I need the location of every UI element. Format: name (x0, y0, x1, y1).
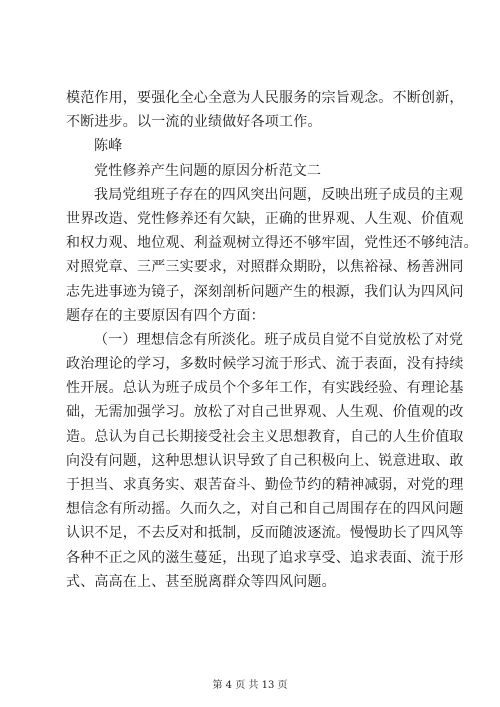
text-line: 认识不足，不去反对和抵制，反而随波逐流。慢慢助长了四风等 (66, 525, 464, 542)
text-line: 于担当、求真务实、艰苦奋斗、勤俭节约的精神减弱，对党的理 (66, 477, 464, 493)
text-line: 政治理论的学习，多数时候学习流于形式、流于表面，没有持续 (66, 356, 464, 373)
text-line: 陈峰 (94, 138, 123, 155)
text-line: 党性修养产生问题的原因分析范文二 (94, 162, 322, 179)
page-footer: 第 4 页 共 13 页 (212, 680, 288, 691)
text-line: 各种不正之风的滋生蔓延，出现了追求享受、追求表面、流于形 (66, 549, 464, 566)
text-line: 志先进事迹为镜子，深刻剖析问题产生的根源，我们认为四风问 (66, 283, 464, 300)
text-line: 对照党章、三严三实要求，对照群众期盼，以焦裕禄、杨善洲同 (66, 259, 464, 276)
text-line: 模范作用，要强化全心全意为人民服务的宗旨观念。不断创新， (66, 90, 464, 106)
text-line: （一）理想信念有所淡化。班子成员自觉不自觉放松了对党 (94, 331, 464, 348)
text-line: 性开展。总认为班子成员个个多年工作，有实践经验、有理论基 (66, 380, 464, 397)
text-line: 向没有问题，这种思想认识导致了自己积极向上、锐意进取、敢 (66, 452, 464, 469)
text-line: 造。总认为自己长期接受社会主义思想教育，自己的人生价值取 (66, 428, 464, 445)
text-line: 础，无需加强学习。放松了对自己世界观、人生观、价值观的改 (66, 404, 464, 421)
text-line: 我局党组班子存在的四风突出问题，反映出班子成员的主观 (94, 186, 464, 203)
text-line: 式、高高在上、甚至脱离群众等四风问题。 (66, 573, 336, 590)
text-line: 想信念有所动摇。久而久之，对自己和自己周围存在的四风问题 (66, 501, 464, 518)
text-line: 世界改造、党性修养还有欠缺，正确的世界观、人生观、价值观 (66, 210, 464, 227)
text-line: 不断进步。以一流的业绩做好各项工作。 (66, 114, 322, 131)
text-line: 和权力观、地位观、利益观树立得还不够牢固，党性还不够纯洁。 (66, 235, 478, 252)
text-line: 题存在的主要原因有四个方面： (66, 307, 265, 324)
document-body (66, 86, 478, 594)
